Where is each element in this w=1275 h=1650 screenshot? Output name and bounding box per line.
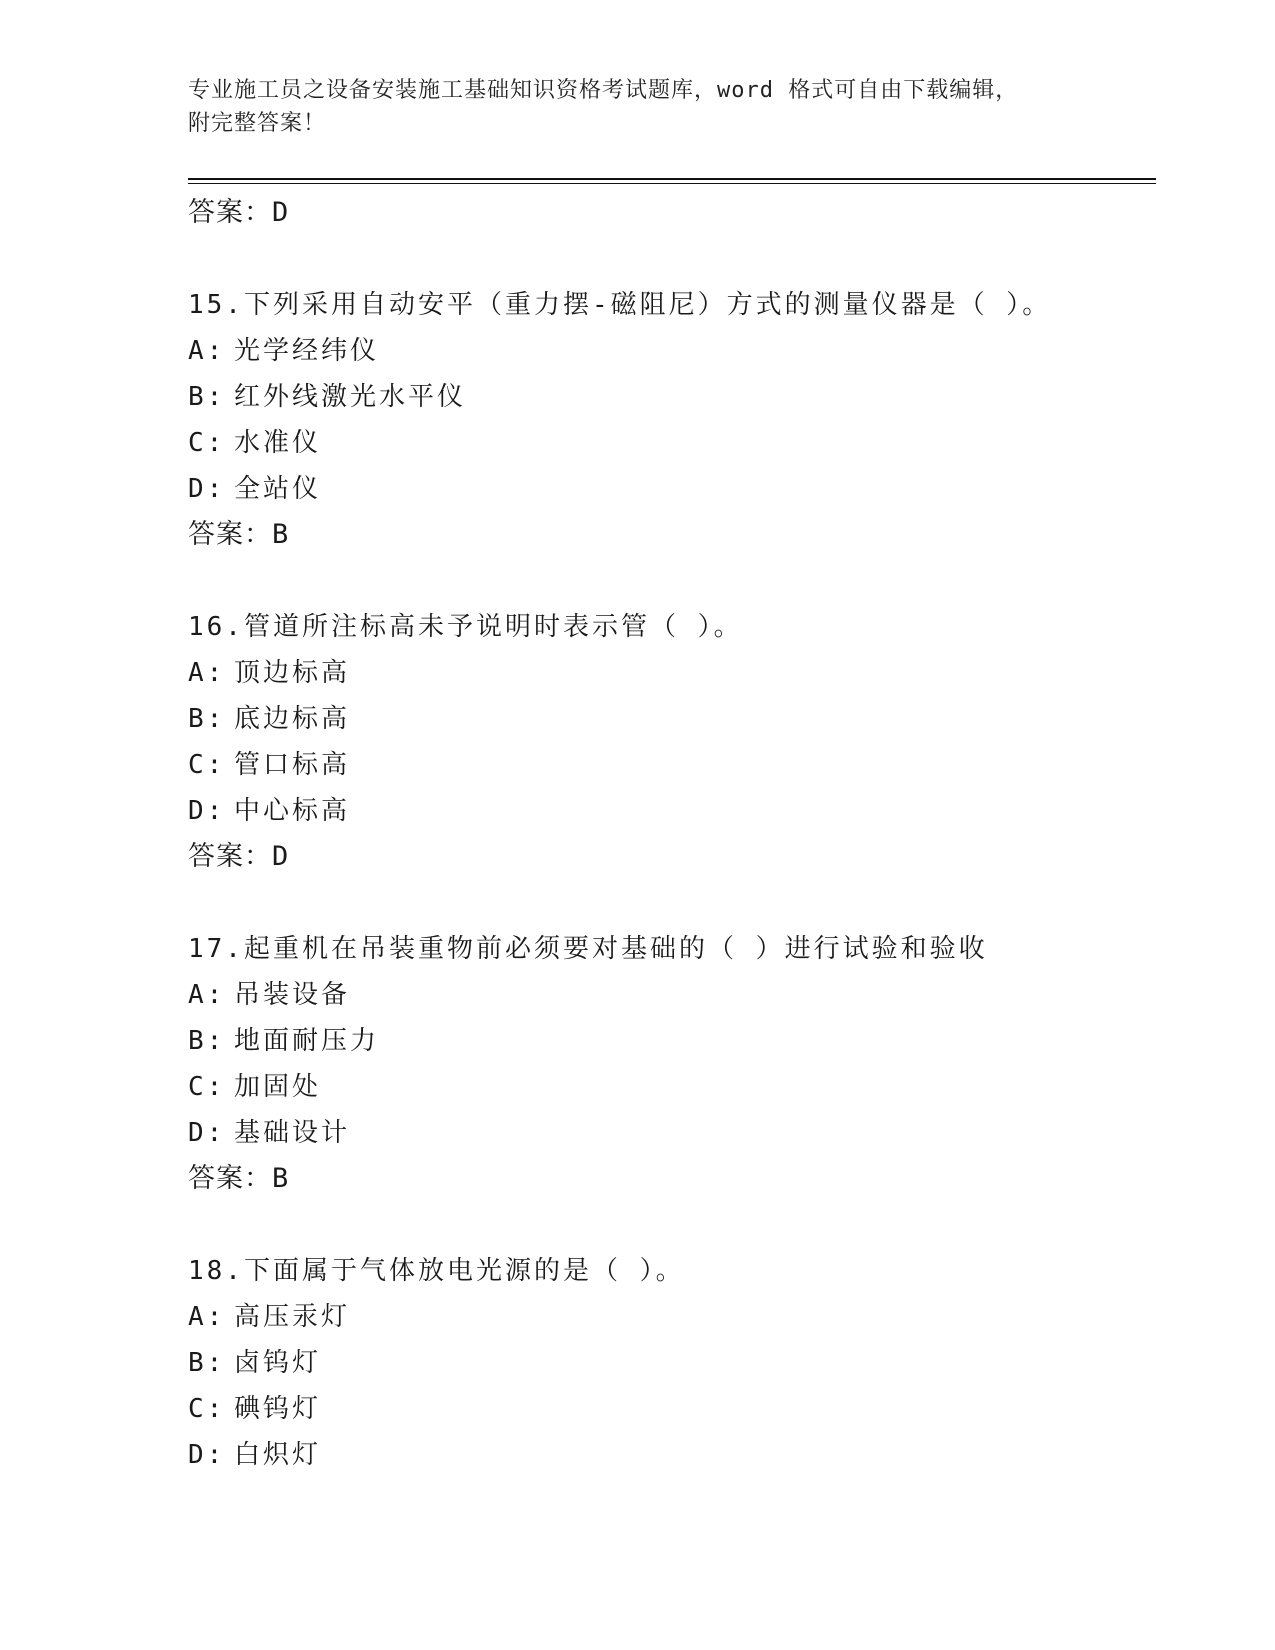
option-letter: D: — [188, 796, 226, 826]
header-divider-thick — [188, 178, 1156, 180]
option-letter: A: — [188, 1302, 226, 1332]
option-letter: A: — [188, 658, 226, 688]
option-d — [188, 1110, 1148, 1156]
option-letter: D: — [188, 1440, 226, 1470]
answer-line — [188, 1156, 1148, 1202]
question-block — [188, 926, 1148, 1202]
option-letter: C: — [188, 750, 226, 780]
option-text: 红外线激光水平仪 — [234, 382, 467, 412]
option-letter: B: — [188, 704, 226, 734]
option-letter: B: — [188, 382, 226, 412]
option-c — [188, 742, 1148, 788]
answer-value: B — [272, 1163, 290, 1194]
option-text: 白炽灯 — [234, 1440, 322, 1470]
option-b — [188, 1018, 1148, 1064]
option-b — [188, 696, 1148, 742]
spacer — [188, 880, 1148, 926]
option-c — [188, 1064, 1148, 1110]
question-block — [188, 604, 1148, 880]
spacer — [188, 558, 1148, 604]
spacer — [188, 236, 1148, 282]
question-list — [188, 190, 1148, 1478]
option-c — [188, 1386, 1148, 1432]
answer-value: B — [272, 519, 290, 550]
answer-label: 答案： — [188, 519, 272, 550]
option-d — [188, 788, 1148, 834]
option-c — [188, 420, 1148, 466]
question-stem: 18.下面属于气体放电光源的是（ ）。 — [188, 1256, 685, 1286]
option-a — [188, 650, 1148, 696]
option-letter: A: — [188, 980, 226, 1010]
option-text: 地面耐压力 — [234, 1026, 380, 1056]
option-letter: A: — [188, 336, 226, 366]
answer-line — [188, 512, 1148, 558]
option-letter: D: — [188, 1118, 226, 1148]
option-a — [188, 328, 1148, 374]
spacer — [188, 1202, 1148, 1248]
option-text: 水准仪 — [234, 428, 322, 458]
option-letter: C: — [188, 1394, 226, 1424]
document-header — [188, 74, 1068, 140]
option-text: 顶边标高 — [234, 658, 351, 688]
answer-label: 答案： — [188, 841, 272, 872]
answer-line — [188, 190, 1148, 236]
header-line-2: 附完整答案！ — [188, 111, 327, 136]
option-text: 管口标高 — [234, 750, 351, 780]
question-stem: 15.下列采用自动安平（重力摆-磁阻尼）方式的测量仪器是（ ）。 — [188, 290, 1052, 320]
answer-line — [188, 834, 1148, 880]
option-text: 光学经纬仪 — [234, 336, 380, 366]
header-divider-thin — [188, 183, 1156, 184]
option-text: 高压汞灯 — [234, 1302, 351, 1332]
header-line-1: 专业施工员之设备安装施工基础知识资格考试题库，word 格式可自由下载编辑， — [188, 78, 1019, 103]
option-a — [188, 1294, 1148, 1340]
option-b — [188, 374, 1148, 420]
option-text: 基础设计 — [234, 1118, 351, 1148]
option-a — [188, 972, 1148, 1018]
option-letter: D: — [188, 474, 226, 504]
option-text: 吊装设备 — [234, 980, 351, 1010]
option-letter: B: — [188, 1348, 226, 1378]
option-text: 中心标高 — [234, 796, 351, 826]
question-block — [188, 282, 1148, 558]
question-stem: 17.起重机在吊装重物前必须要对基础的（ ）进行试验和验收 — [188, 934, 988, 964]
option-letter: C: — [188, 1072, 226, 1102]
question-stem: 16.管道所注标高未予说明时表示管（ ）。 — [188, 612, 743, 642]
option-text: 全站仪 — [234, 474, 322, 504]
answer-value: D — [272, 197, 290, 228]
option-text: 碘钨灯 — [234, 1394, 322, 1424]
option-text: 加固处 — [234, 1072, 322, 1102]
answer-label: 答案： — [188, 1163, 272, 1194]
option-d — [188, 1432, 1148, 1478]
option-letter: B: — [188, 1026, 226, 1056]
option-d — [188, 466, 1148, 512]
option-b — [188, 1340, 1148, 1386]
question-block — [188, 1248, 1148, 1478]
answer-value: D — [272, 841, 290, 872]
option-text: 卤钨灯 — [234, 1348, 322, 1378]
answer-label: 答案： — [188, 197, 272, 228]
option-text: 底边标高 — [234, 704, 351, 734]
option-letter: C: — [188, 428, 226, 458]
